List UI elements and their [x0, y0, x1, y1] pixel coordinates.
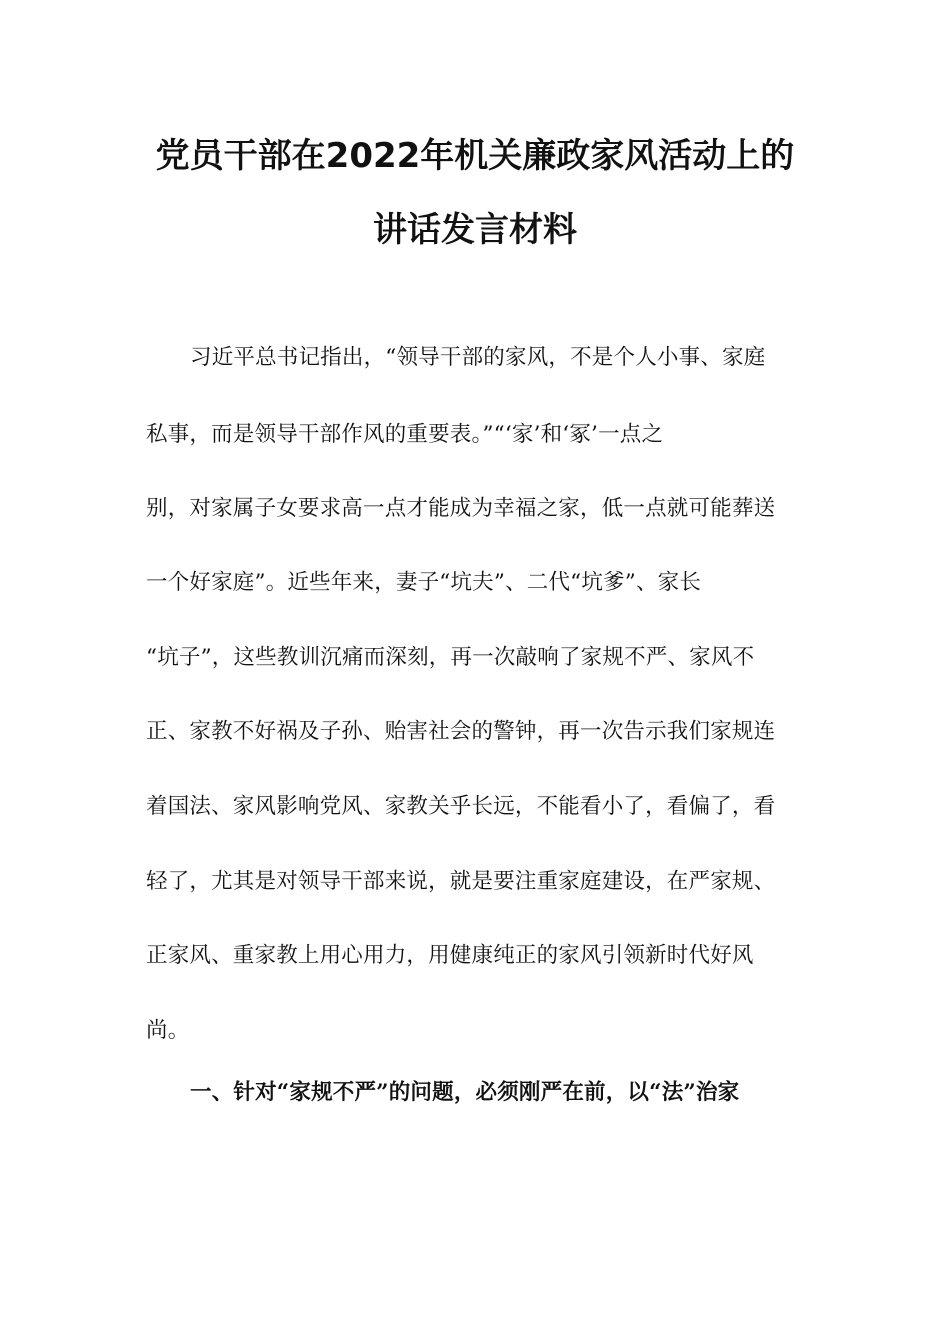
- document-title-line-2: 讲话发言材料: [373, 210, 577, 250]
- paragraph-line-7: 着国法、家风影响党风、家教关乎长远，不能看小了，看偏了，看: [146, 794, 776, 819]
- paragraph-line-3: 别，对家属子女要求高一点才能成为幸福之家，低一点就可能葬送: [146, 496, 776, 521]
- paragraph-line-8: 轻了，尤其是对领导干部来说，就是要注重家庭建设，在严家规、: [146, 869, 776, 894]
- paragraph-line-10: 尚。: [146, 1018, 190, 1043]
- paragraph-line-9: 正家风、重家教上用心用力，用健康纯正的家风引领新时代好风: [146, 943, 754, 968]
- paragraph-line-5: “坑子”，这些教训沉痛而深刻，再一次敲响了家规不严、家风不: [146, 645, 755, 670]
- document-title-line-1: 党员干部在2022年机关廉政家风活动上的: [155, 136, 795, 176]
- paragraph-line-1: 习近平总书记指出，“领导干部的家风，不是个人小事、家庭: [190, 345, 766, 370]
- paragraph-line-2: 私事，而是领导干部作风的重要表。”“‘家’和‘冢’一点之: [146, 422, 664, 447]
- paragraph-line-4: 一个好家庭”。近些年来，妻子“坑夫”、二代“坑爹”、家长: [146, 570, 702, 595]
- section-heading: 一、针对“家规不严”的问题，必须刚严在前，以“法”治家: [190, 1080, 740, 1105]
- paragraph-line-6: 正、家教不好祸及子孙、贻害社会的警钟，再一次告示我们家规连: [146, 719, 776, 744]
